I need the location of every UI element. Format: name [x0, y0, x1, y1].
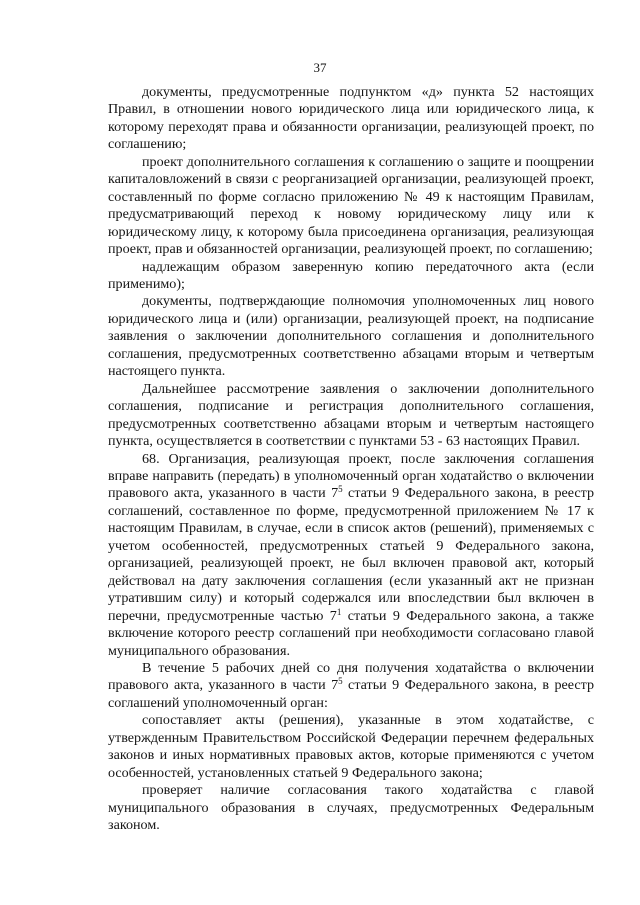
paragraph: Дальнейшее рассмотрение заявления о заключении дополнительного соглашения, подписание и регистрация дополнительного соглашения, предусмотренных соответственно абзацами вторым и четвертым настоящего пункта, осуществляется в соответствии с пунктами 53 - 63 настоящих Правил. [108, 380, 594, 450]
paragraph: В течение 5 рабочих дней со дня получения ходатайства о включении правового акта, указанного в части $7^5$ статьи 9 Федерального закона, в реестр соглашений уполномоченный орган: [108, 659, 595, 711]
superscript: 1 [336, 606, 342, 617]
paragraph: 68. Организация, реализующая проект, после заключения соглашения вправе направить (передать) в уполномоченный орган ходатайство о включении правового акта, указанного в части $7^5$ статьи 9 Федерального закона, в реестр соглашений, составленное по форме, предусмотренной приложением № 17 к настоящим Правилам, в случае, если в список актов (решений), применяемых с учетом особенностей, предусмотренных статьей 9 Федерального закона, организацией, реализующей проект, не был включен правовой акт, который действовал на дату заключения соглашения (если указанный акт не признан утратившим силу) и который содержался или впоследствии был включен в перечни, предусмотренные частью $7^1$ статьи 9 Федерального закона, а также включение которого реестр соглашений при необходимости согласовано главой муниципального образования. [108, 450, 595, 659]
page-number: 37 [313, 60, 327, 75]
paragraph: проект дополнительного соглашения к соглашению о защите и поощрении капиталовложений в связи с реорганизацией организации, реализующей проект, составленный по форме согласно приложению № 49 к настоящим Правилам, предусматривающий переход к новому юридическому лицу или к юридическому лицу, к которому была присоединена организация, реализующая проект, прав и обязанностей организации, реализующей проект, по соглашению; [108, 153, 594, 258]
paragraph: документы, предусмотренные подпунктом «д» пункта 52 настоящих Правил, в отношении нового юридического лица или юридического лица, к которому переходят права и обязанности организации, реализующей проект, по соглашению; [108, 84, 594, 153]
paragraph: проверяет наличие согласования такого ходатайства с главой муниципального образования в случаях, предусмотренных Федеральным законом. [108, 782, 594, 834]
paragraph: надлежащим образом заверенную копию передаточного акта (если применимо); [108, 258, 594, 292]
paragraph: документы, подтверждающие полномочия уполномоченных лиц нового юридического лица и (или) организации, реализующей проект, на подписание заявления о заключении дополнительного соглашения и дополнительного соглашения, предусмотренных соответственно абзацами вторым и четвертым настоящего пункта. [108, 293, 594, 380]
paragraph: сопоставляет акты (решения), указанные в этом ходатайстве, с утвержденным Правительством Российской Федерации перечнем федеральных законов и иных нормативных правовых актов, которые применяются с учетом особенностей, установленных статьей 9 Федерального закона; [108, 712, 594, 781]
document-body [108, 84, 594, 834]
superscript: 5 [338, 484, 343, 495]
superscript: 5 [338, 676, 343, 687]
